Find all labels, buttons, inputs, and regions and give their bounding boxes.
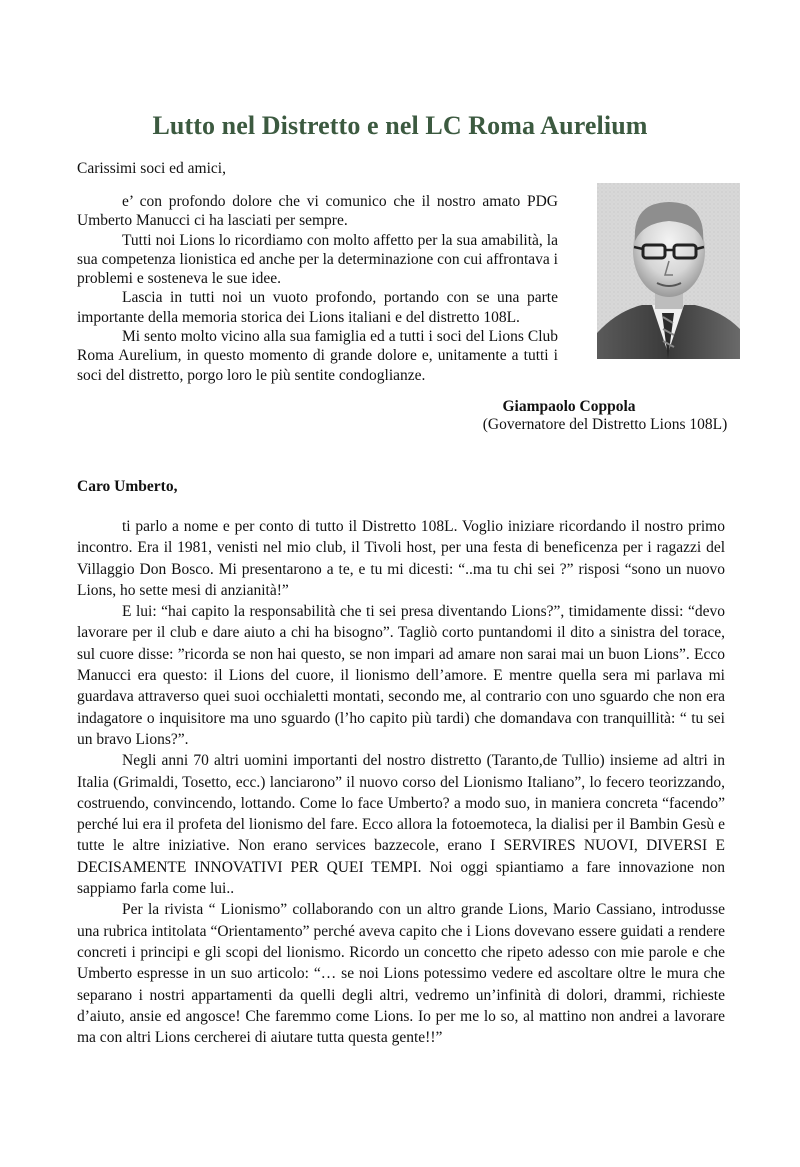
letter-paragraph: Negli anni 70 altri uomini importanti del nostro distretto (Taranto,de Tullio) insieme ad altri in Italia (Grimaldi, Tosetto, ecc.) lanciarono” il nuovo corso del Lionismo Italiano”, lo fecero teorizzando, costruendo, convincendo, lottando. Come lo face Umberto? a modo suo, in maniera concreta “facendo” perché lui era il profeta del lionismo del fare. Ecco allora la fotoemoteca, la dialisi per il Bambin Gesù e tutte le altre iniziative. Non erano services bazzecole, erano I SERVIRES NUOVI, DIVERSI E DECISAMENTE INNOVATIVI PER QUEI TEMPI. Noi oggi spiantiamo a fare innovazione non sappiamo farla come lui.. bbox=[77, 752, 725, 898]
intro-paragraph: Tutti noi Lions lo ricordiamo con molto affetto per la sua amabilità, la sua competenza lionistica ed anche per la determinazione con cui affrontava i problemi e sosteneva le sue idee. bbox=[77, 231, 558, 288]
intro-paragraph: Lascia in tutti noi un vuoto profondo, portando con se una parte importante della memoria storica dei Lions italiani e del distretto 108L. bbox=[77, 289, 558, 326]
letter-body bbox=[77, 516, 725, 1048]
page-title: Lutto nel Distretto e nel LC Roma Aurelium bbox=[152, 111, 648, 140]
intro-paragraph: e’ con profondo dolore che vi comunico che il nostro amato PDG Umberto Manucci ci ha lasciati per sempre. bbox=[77, 193, 558, 230]
greeting: Carissimi soci ed amici, bbox=[77, 160, 226, 177]
letter-salutation: Caro Umberto, bbox=[77, 478, 178, 495]
intro-paragraph: Mi sento molto vicino alla sua famiglia ed a tutti i soci del Lions Club Roma Aurelium, in questo momento di grande dolore e, unitamente a tutti i soci del distretto, porgo loro le più sentite condoglianze. bbox=[77, 328, 558, 384]
signature-name: Giampaolo Coppola bbox=[502, 398, 636, 415]
letter-paragraph: Per la rivista “ Lionismo” collaborando con un altro grande Lions, Mario Cassiano, introdusse una rubrica intitolata “Orientamento” perché aveva capito che i Lions dovevano essere guidati a rendere concreti i principi e gli scopi del lionismo. Ricordo un concetto che ripeto adesso con mie parole e che Umberto espresse in un suo articolo: “… se noi Lions potessimo vedere ed ascoltare oltre le mura che separano i nostri appartamenti da quelli degli altri, vedremo un’infinità di dolori, drammi, richieste d’aiuto, ansie ed angosce! Che faremmo come Lions. Io per me lo so, al mattino non andrei a lavorare ma con altri Lions cercherei di aiutare tutta questa gente!!” bbox=[77, 901, 725, 1047]
letter-paragraph: E lui: “hai capito la responsabilità che ti sei presa diventando Lions?”, timidamente dissi: “devo lavorare per il club e dare aiuto a chi ha bisogno”. Tagliò corto puntandomi il dito a sinistra del torace, sul cuore disse: ”ricorda se non hai questo, se non impari ad amare non sarai mai un buon Lions”. Ecco Manucci era questo: il Lions del cuore, il lionismo dell’amore. E mentre quella sera mi parlava mi guardava attraverso quei suoi occhialetti montati, secondo me, al contrario con uno sguardo che non era indagatore o inquisitore ma uno sguardo (l’ho capito più tardi) che domandava con tranquillità: “ tu sei un bravo Lions?”. bbox=[77, 603, 725, 748]
intro-text bbox=[77, 192, 558, 385]
signature-role: (Governatore del Distretto Lions 108L) bbox=[482, 416, 728, 433]
letter-paragraph: ti parlo a nome e per conto di tutto il Distretto 108L. Voglio iniziare ricordando il nostro primo incontro. Era il 1981, venisti nel mio club, il Tivoli host, per una festa di beneficenza per i ragazzi del Villaggio Don Bosco. Mi presentarono a te, e tu mi dicesti: “..ma tu chi sei ?” risposi “sono un nuovo Lions, ho sette mesi di anzianità!” bbox=[77, 518, 725, 599]
portrait-photo bbox=[597, 183, 740, 359]
